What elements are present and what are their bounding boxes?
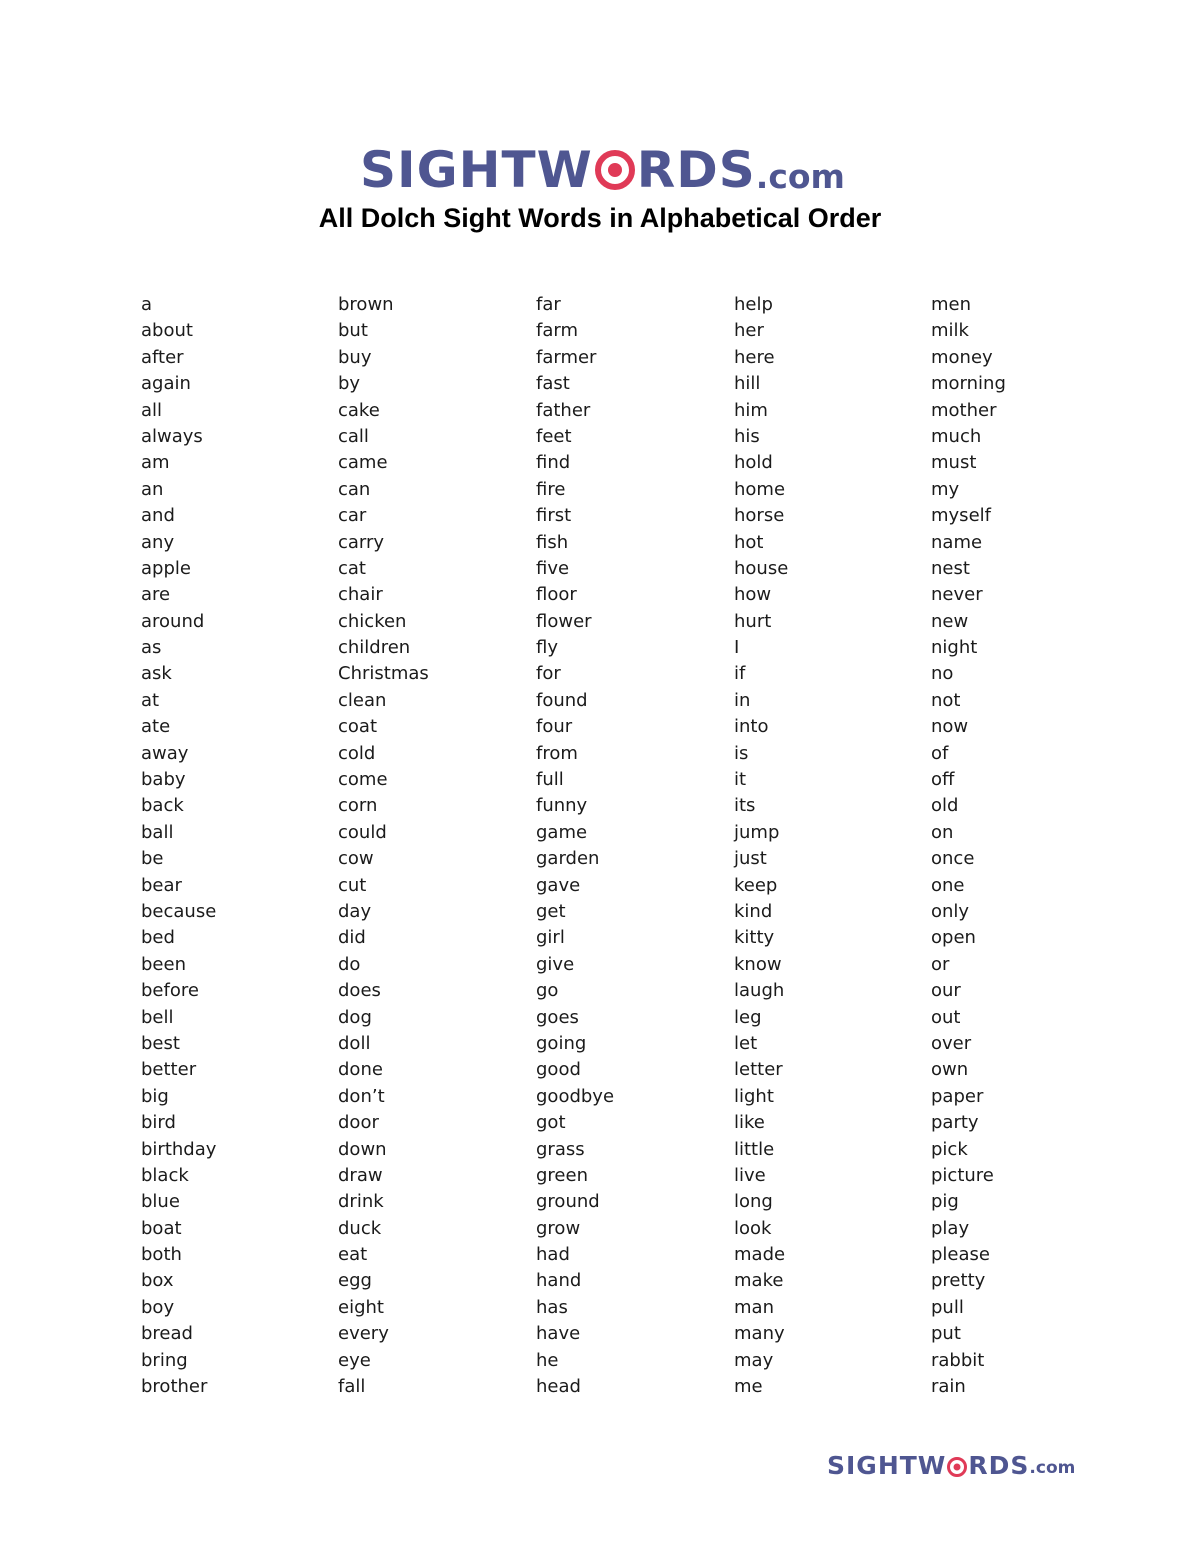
sight-word: back	[141, 795, 184, 817]
sight-word: my	[931, 478, 960, 500]
sight-word: farm	[536, 320, 578, 342]
sight-word: party	[931, 1112, 979, 1134]
word-column-5	[931, 292, 1006, 1400]
sight-word: be	[141, 848, 164, 870]
sight-word: man	[734, 1296, 774, 1318]
sight-word: off	[931, 769, 955, 791]
sight-word: home	[734, 478, 786, 500]
sight-word: clean	[338, 689, 387, 711]
sight-word: do	[338, 953, 361, 975]
sight-word: got	[536, 1112, 566, 1134]
sight-word: found	[536, 689, 588, 711]
sight-word: car	[338, 505, 367, 527]
sight-word: fall	[338, 1376, 366, 1398]
sight-word: kitty	[734, 927, 775, 949]
sight-word: does	[338, 980, 381, 1002]
sight-word: paper	[931, 1085, 984, 1107]
sight-word: morning	[931, 373, 1006, 395]
sight-word: bed	[141, 927, 175, 949]
sight-word: good	[536, 1059, 581, 1081]
sight-word: box	[141, 1270, 174, 1292]
footer-eye-icon	[947, 1457, 967, 1477]
sight-word: of	[931, 742, 949, 764]
sight-word: goodbye	[536, 1085, 615, 1107]
sight-word: a	[141, 294, 153, 315]
sight-word: only	[931, 900, 970, 922]
sight-word: many	[734, 1323, 785, 1345]
sight-word: here	[734, 346, 775, 368]
sight-word: find	[536, 452, 571, 474]
sight-word: bring	[141, 1349, 188, 1371]
sight-word: is	[734, 742, 749, 764]
sight-word: in	[734, 689, 751, 711]
sight-word: money	[931, 346, 993, 368]
sight-word: into	[734, 716, 769, 738]
sight-word: and	[141, 505, 175, 527]
sight-word: once	[931, 848, 975, 870]
sight-word: let	[734, 1032, 758, 1054]
sight-word: just	[734, 848, 767, 870]
sight-word: help	[734, 294, 773, 315]
sight-word: please	[931, 1244, 990, 1266]
sight-word: milk	[931, 320, 969, 342]
sight-word: better	[141, 1059, 197, 1081]
sight-word: again	[141, 373, 191, 395]
sight-word: both	[141, 1244, 182, 1266]
sight-word: buy	[338, 346, 372, 368]
sight-word: I	[734, 637, 740, 659]
sight-word: name	[931, 531, 983, 553]
sight-word: own	[931, 1059, 969, 1081]
sight-word: boy	[141, 1296, 175, 1318]
sight-word: has	[536, 1296, 568, 1318]
word-column-2	[338, 292, 429, 1400]
sight-word: duck	[338, 1217, 382, 1239]
sight-word: men	[931, 294, 972, 315]
sight-word: apple	[141, 557, 191, 579]
sight-word: not	[931, 689, 961, 711]
sight-word: brother	[141, 1376, 208, 1398]
sight-word: about	[141, 320, 193, 342]
sight-word: after	[141, 346, 184, 368]
sight-word: draw	[338, 1164, 383, 1186]
sight-word: cut	[338, 874, 367, 896]
sight-word: five	[536, 557, 570, 579]
sight-word: going	[536, 1032, 587, 1054]
sight-word: black	[141, 1164, 189, 1186]
sight-word: keep	[734, 874, 778, 896]
sight-word: mother	[931, 399, 997, 421]
sight-word: night	[931, 637, 978, 659]
sight-word: light	[734, 1085, 774, 1107]
sight-word: fly	[536, 637, 558, 659]
sight-word: old	[931, 795, 959, 817]
sight-word: he	[536, 1349, 559, 1371]
sight-word: fire	[536, 478, 566, 500]
sight-word: because	[141, 900, 217, 922]
sight-word: hold	[734, 452, 773, 474]
sight-word: far	[536, 294, 561, 315]
sight-word: been	[141, 953, 186, 975]
sight-word: no	[931, 663, 954, 685]
sight-word: little	[734, 1138, 775, 1160]
footer-logo-text-end: RDS	[968, 1451, 1030, 1480]
sight-word: four	[536, 716, 573, 738]
sight-word: egg	[338, 1270, 372, 1292]
sight-word: him	[734, 399, 768, 421]
sight-word: one	[931, 874, 965, 896]
footer-logo	[827, 1450, 1075, 1482]
sight-word: farmer	[536, 346, 597, 368]
sight-word: an	[141, 478, 164, 500]
sight-word: fast	[536, 373, 570, 395]
sight-word: now	[931, 716, 969, 738]
sight-word: bell	[141, 1006, 174, 1028]
sight-word: for	[536, 663, 561, 685]
sight-word: ask	[141, 663, 172, 685]
sight-word: corn	[338, 795, 378, 817]
sight-word: me	[734, 1376, 763, 1398]
sight-word: letter	[734, 1059, 783, 1081]
sight-word: house	[734, 557, 789, 579]
sight-word: coat	[338, 716, 377, 738]
sight-word: game	[536, 821, 588, 843]
sight-word: know	[734, 953, 782, 975]
sight-word: cow	[338, 848, 374, 870]
sight-word: girl	[536, 927, 565, 949]
sight-word: eight	[338, 1296, 384, 1318]
sight-word: it	[734, 769, 747, 791]
sight-word: hurt	[734, 610, 772, 632]
sight-word: drink	[338, 1191, 384, 1213]
sight-word: blue	[141, 1191, 180, 1213]
sight-word: rabbit	[931, 1349, 985, 1371]
sight-word: green	[536, 1164, 588, 1186]
sight-word: over	[931, 1032, 972, 1054]
sight-word: eat	[338, 1244, 368, 1266]
sight-word: full	[536, 769, 564, 791]
sight-word: on	[931, 821, 954, 843]
sight-word: like	[734, 1112, 765, 1134]
sight-word: horse	[734, 505, 785, 527]
sight-word: have	[536, 1323, 581, 1345]
sight-word: pretty	[931, 1270, 986, 1292]
logo-text-start: SIGHTW	[360, 141, 593, 199]
sight-word: feet	[536, 425, 572, 447]
sight-word: came	[338, 452, 388, 474]
word-column-4	[734, 292, 788, 1400]
sight-word: did	[338, 927, 366, 949]
sight-word: laugh	[734, 980, 785, 1002]
sight-word: cat	[338, 557, 366, 579]
sight-word: its	[734, 795, 756, 817]
sight-word: funny	[536, 795, 588, 817]
sight-word: made	[734, 1244, 786, 1266]
sight-word: head	[536, 1376, 581, 1398]
logo-domain-suffix: .com	[755, 157, 845, 196]
sight-word: play	[931, 1217, 970, 1239]
sight-word: kind	[734, 900, 773, 922]
sight-word: bread	[141, 1323, 193, 1345]
sight-word: get	[536, 900, 566, 922]
sight-word: done	[338, 1059, 383, 1081]
sight-word: make	[734, 1270, 784, 1292]
sight-word: always	[141, 425, 203, 447]
sight-word: hot	[734, 531, 764, 553]
sight-word: eye	[338, 1349, 371, 1371]
sight-word: birthday	[141, 1138, 217, 1160]
sight-word: her	[734, 320, 764, 342]
sight-word: baby	[141, 769, 186, 791]
sight-word: or	[931, 953, 950, 975]
sight-word: dog	[338, 1006, 372, 1028]
logo-text-end: RDS	[636, 141, 756, 199]
word-column-3	[536, 292, 614, 1400]
sight-word: don’t	[338, 1085, 385, 1107]
sight-word: rain	[931, 1376, 966, 1398]
sight-word: myself	[931, 505, 991, 527]
sight-word: could	[338, 821, 387, 843]
sight-word: ground	[536, 1191, 600, 1213]
sight-word: door	[338, 1112, 379, 1134]
sight-word: bear	[141, 874, 182, 896]
sight-word: never	[931, 584, 983, 606]
sight-word: ate	[141, 716, 171, 738]
sight-word: at	[141, 689, 160, 711]
sight-word: give	[536, 953, 575, 975]
sight-word: pig	[931, 1191, 959, 1213]
sight-word: put	[931, 1323, 961, 1345]
sight-word: look	[734, 1217, 772, 1239]
footer-logo-domain-suffix: .com	[1029, 1458, 1076, 1478]
word-column-1	[141, 292, 216, 1400]
sight-word: pick	[931, 1138, 968, 1160]
sight-word: big	[141, 1085, 169, 1107]
sight-word: chair	[338, 584, 383, 606]
sight-word: much	[931, 425, 982, 447]
sight-word: cold	[338, 742, 376, 764]
sight-word: all	[141, 399, 163, 421]
sight-word: ball	[141, 821, 174, 843]
sight-word: flower	[536, 610, 592, 632]
sight-word: out	[931, 1006, 961, 1028]
sight-word: gave	[536, 874, 581, 896]
sight-word: live	[734, 1164, 766, 1186]
sight-word: hill	[734, 373, 761, 395]
sight-word: new	[931, 610, 969, 632]
sight-word: children	[338, 637, 411, 659]
eye-icon	[595, 150, 635, 190]
sight-word: Christmas	[338, 663, 429, 685]
sight-word: hand	[536, 1270, 582, 1292]
sight-word: chicken	[338, 610, 407, 632]
sight-word: am	[141, 452, 170, 474]
sight-word: must	[931, 452, 977, 474]
sight-word: garden	[536, 848, 600, 870]
page-title: All Dolch Sight Words in Alphabetical Order	[318, 203, 882, 233]
sight-word: down	[338, 1138, 387, 1160]
sight-word: grass	[536, 1138, 585, 1160]
sight-word: cake	[338, 399, 380, 421]
sight-word: call	[338, 425, 369, 447]
sight-word: carry	[338, 531, 385, 553]
header-logo	[360, 140, 845, 200]
sight-word: come	[338, 769, 388, 791]
sight-word: as	[141, 637, 162, 659]
sight-word: floor	[536, 584, 577, 606]
sight-word: open	[931, 927, 976, 949]
sight-word: bird	[141, 1112, 176, 1134]
sight-word: if	[734, 663, 746, 685]
sight-word: first	[536, 505, 572, 527]
sight-word: long	[734, 1191, 773, 1213]
sight-word: may	[734, 1349, 774, 1371]
sight-word: his	[734, 425, 760, 447]
sight-word: goes	[536, 1006, 579, 1028]
sight-word: from	[536, 742, 578, 764]
sight-word: away	[141, 742, 189, 764]
sight-word: every	[338, 1323, 389, 1345]
sight-word: grow	[536, 1217, 581, 1239]
sight-word: before	[141, 980, 199, 1002]
sight-word: around	[141, 610, 205, 632]
sight-word: boat	[141, 1217, 182, 1239]
sight-word: how	[734, 584, 772, 606]
sight-word: father	[536, 399, 591, 421]
sight-word: leg	[734, 1006, 762, 1028]
sight-word: fish	[536, 531, 569, 553]
sight-word: day	[338, 900, 372, 922]
sight-word: pull	[931, 1296, 964, 1318]
sight-word: jump	[734, 821, 780, 843]
footer-logo-text-start: SIGHTW	[827, 1451, 947, 1480]
sight-word: had	[536, 1244, 570, 1266]
sight-word: can	[338, 478, 371, 500]
sight-word: picture	[931, 1164, 994, 1186]
sight-word: go	[536, 980, 559, 1002]
sight-word: by	[338, 373, 361, 395]
sight-word: but	[338, 320, 368, 342]
sight-word: brown	[338, 294, 394, 315]
sight-word: nest	[931, 557, 970, 579]
sight-word: our	[931, 980, 961, 1002]
sight-word: doll	[338, 1032, 371, 1054]
sight-word: any	[141, 531, 175, 553]
sight-word: best	[141, 1032, 180, 1054]
sight-word: are	[141, 584, 171, 606]
